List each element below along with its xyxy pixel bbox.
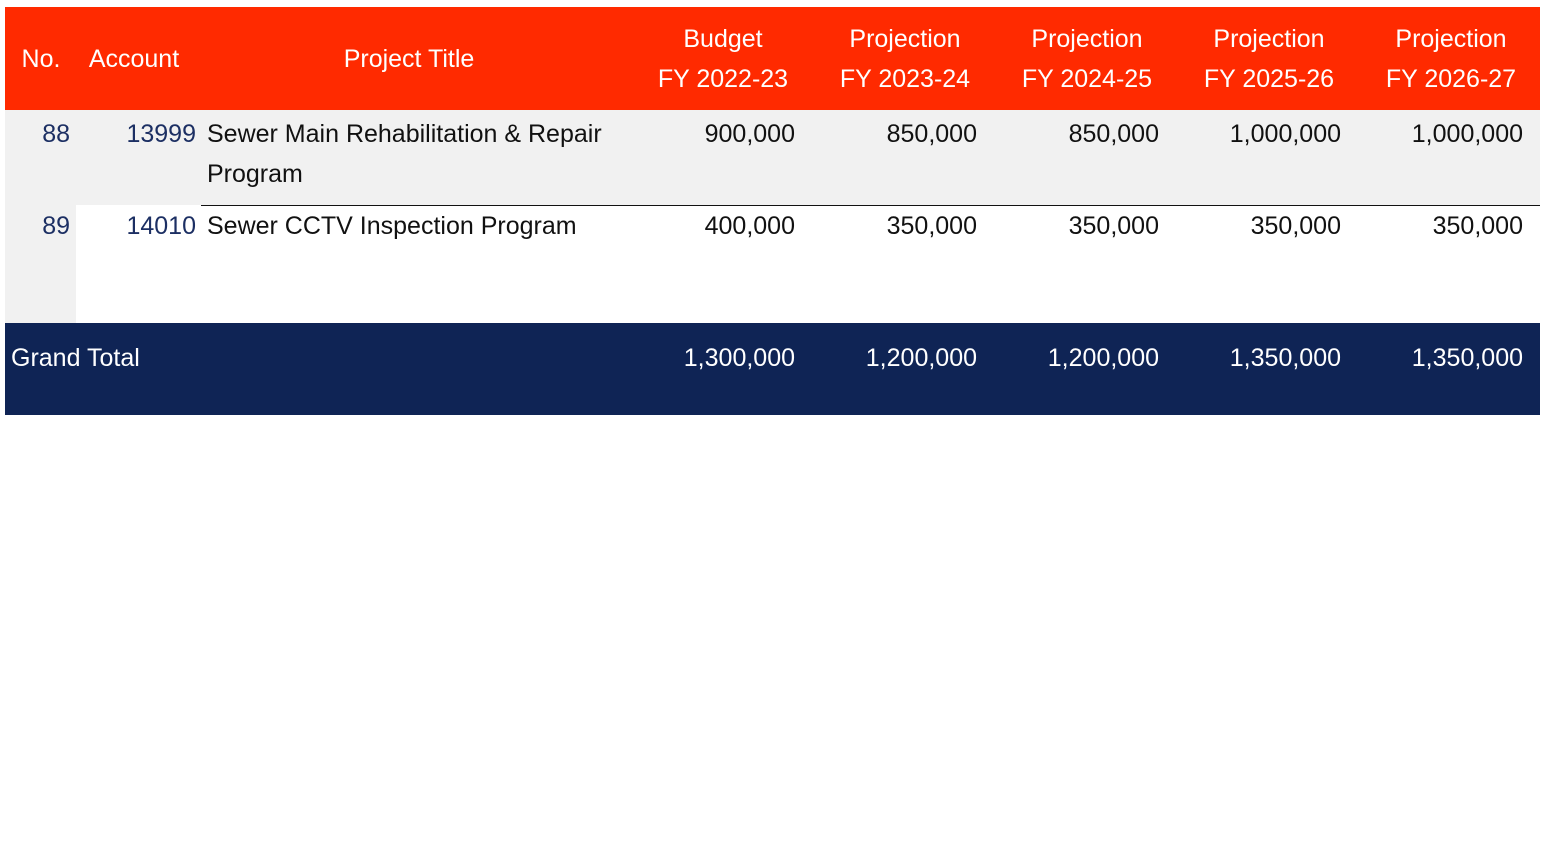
header-budget-line1: Budget [683,24,763,53]
row-projection-4: 350,000 [1432,212,1523,240]
header-account-label: Account [88,44,180,73]
row-projection-2: 850,000 [1068,120,1159,148]
header-project-title [201,7,617,110]
row-projection-2: 350,000 [1068,212,1159,240]
grand-total-projection-4: 1,350,000 [1411,344,1523,372]
grand-total-projection-2: 1,200,000 [1047,344,1159,372]
grand-total-projection-1: 1,200,000 [865,344,977,372]
row-project-title: Sewer CCTV Inspection Program [207,212,577,240]
table-row [5,110,1540,205]
header-proj4-line2: FY 2026-27 [1385,64,1517,93]
header-proj1-line1: Projection [849,24,961,53]
header-proj3-line2: FY 2025-26 [1203,64,1335,93]
capital-projects-table [5,7,1540,415]
header-projection-2026-27 [1363,7,1539,110]
grand-total-projection-3: 1,350,000 [1229,344,1341,372]
row-projection-1: 350,000 [886,212,977,240]
header-proj2-line2: FY 2024-25 [1021,64,1153,93]
row-projection-1: 850,000 [886,120,977,148]
row-account: 13999 [126,120,196,148]
row-projection-3: 350,000 [1250,212,1341,240]
row-project-title: Sewer Main Rehabilitation & Repair Program [207,120,602,188]
header-proj3-line1: Projection [1213,24,1325,53]
header-no [5,7,77,110]
header-account [77,7,191,110]
grand-total-label: Grand Total [11,344,140,372]
header-budget-line2: FY 2022-23 [657,64,789,93]
grand-total-budget: 1,300,000 [683,344,795,372]
header-proj2-line1: Projection [1031,24,1143,53]
table-row [5,205,1540,323]
grand-total-row [5,323,1540,415]
row-projection-4: 1,000,000 [1411,120,1523,148]
header-projection-2023-24 [817,7,993,110]
header-proj1-line2: FY 2023-24 [839,64,971,93]
row-no: 88 [42,120,70,148]
row-projection-3: 1,000,000 [1229,120,1341,148]
header-proj4-line1: Projection [1395,24,1507,53]
row-budget: 400,000 [704,212,795,240]
header-projection-2024-25 [999,7,1175,110]
header-project-title-label: Project Title [343,44,475,73]
header-budget [635,7,811,110]
row-account: 14010 [126,212,196,240]
header-no-label: No. [21,44,61,73]
row-budget: 900,000 [704,120,795,148]
table-header [5,7,1540,110]
row-no: 89 [42,212,70,240]
header-projection-2025-26 [1181,7,1357,110]
